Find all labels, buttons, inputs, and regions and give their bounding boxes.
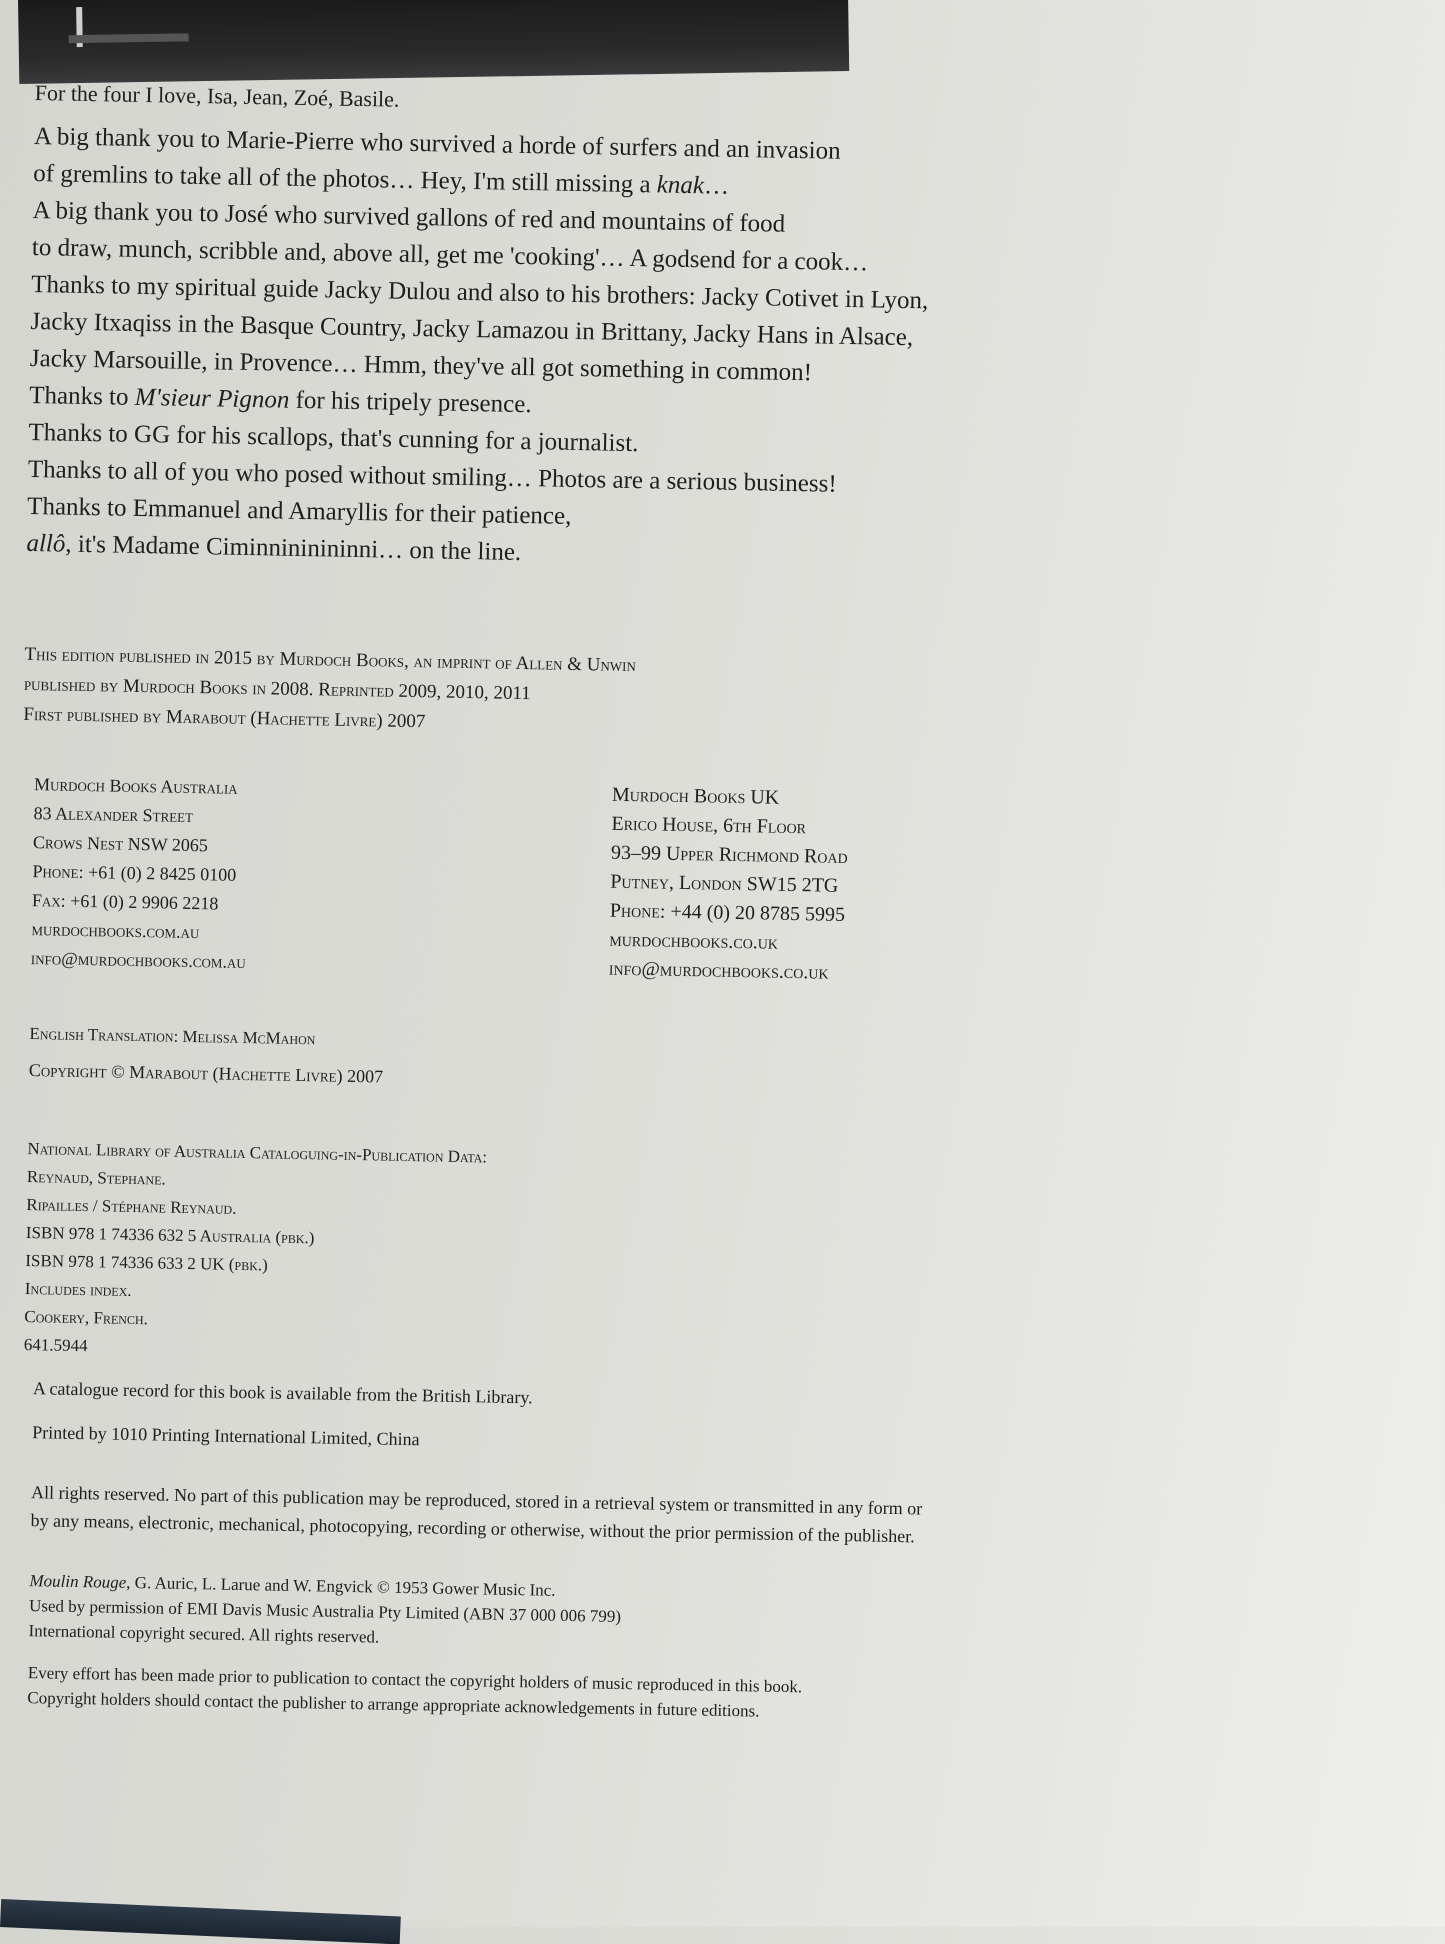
- address-line: Phone: +61 (0) 2 8425 0100: [32, 861, 237, 885]
- copyright-notice: [29, 1060, 384, 1087]
- rights-line: All rights reserved. No part of this publication may be reproduced, stored in a retrieval system or transmitted in any form or: [30, 1482, 923, 1519]
- bottom-page-edge: [0, 1899, 401, 1944]
- photo-detail: [69, 33, 189, 43]
- cip-line: Cookery, French.: [24, 1307, 149, 1329]
- thanks-line: Jacky Itxaqiss in the Basque Country, Jacky Lamazou in Brittany, Jacky Hans in Alsace,: [30, 307, 914, 352]
- edition-line: First published by Marabout (Hachette Livre) 2007: [23, 703, 426, 733]
- effort-line: Every effort has been made prior to publication to contact the copyright holders of music reproduced in this book.: [27, 1663, 803, 1697]
- thanks-line: of gremlins to take all of the photos… Hey, I'm still missing a knak…: [33, 159, 730, 200]
- thanks-line: Thanks to M'sieur Pignon for his tripely presence.: [28, 381, 532, 419]
- thanks-line: Thanks to Emmanuel and Amaryllis for their patience,: [26, 492, 572, 530]
- copyright-text: Copyright © Marabout (Hachette Livre) 2007: [28, 1060, 384, 1087]
- publisher-address-uk: [609, 781, 849, 988]
- acknowledgements: [26, 118, 931, 578]
- address-line: 93–99 Upper Richmond Road: [610, 841, 848, 869]
- address-line: Erico House, 6th Floor: [611, 812, 807, 839]
- effort-line: Copyright holders should contact the publisher to arrange appropriate acknowledgements in future editions.: [27, 1688, 760, 1721]
- email-link: info@murdochbooks.co.uk: [608, 957, 829, 984]
- music-line: Moulin Rouge, G. Auric, L. Larue and W. Engvick © 1953 Gower Music Inc.: [29, 1571, 556, 1600]
- cip-line: ISBN 978 1 74336 633 2 UK (pbk.): [25, 1251, 268, 1275]
- translation-credit: [29, 1020, 315, 1053]
- address-line: Murdoch Books UK: [611, 783, 780, 809]
- thanks-line: A big thank you to Marie-Pierre who survived a horde of surfers and an invasion: [33, 122, 841, 165]
- website-link: murdochbooks.com.au: [31, 919, 200, 943]
- catalogue-record: [33, 1378, 533, 1408]
- publisher-address-australia: [31, 770, 250, 977]
- dedication-text: For the four I love, Isa, Jean, Zoé, Basile.: [34, 80, 400, 112]
- catalogue-text: A catalogue record for this book is available from the British Library.: [32, 1378, 533, 1408]
- book-page: [23, 80, 1315, 1721]
- thanks-line: allô, it's Madame Ciminnininininni… on the line.: [26, 529, 522, 566]
- thanks-line: Thanks to GG for his scallops, that's cunning for a journalist.: [28, 418, 639, 458]
- cip-line: Ripailles / Stéphane Reynaud.: [26, 1195, 237, 1218]
- thanks-line: A big thank you to José who survived gallons of red and mountains of food: [32, 196, 786, 238]
- rights-line: by any means, electronic, mechanical, photocopying, recording or otherwise, without the prior permission of the publisher.: [30, 1510, 915, 1547]
- music-line: International copyright secured. All rights reserved.: [28, 1621, 380, 1647]
- rights-statement: [30, 1478, 922, 1550]
- dedication: [35, 80, 400, 113]
- thanks-line: Jacky Marsouille, in Provence… Hmm, they've all got something in common!: [29, 344, 813, 387]
- printer-credit: [32, 1422, 420, 1450]
- website-link: murdochbooks.co.uk: [609, 928, 779, 954]
- translation-text: English Translation: Melissa McMahon: [29, 1024, 316, 1049]
- thanks-line: Thanks to my spiritual guide Jacky Dulou and also to his brothers: Jacky Cotivet in Lyon,: [31, 270, 929, 315]
- thanks-line: to draw, munch, scribble and, above all, get me 'cooking'… A godsend for a cook…: [31, 233, 869, 277]
- address-line: Murdoch Books Australia: [33, 774, 238, 798]
- edition-line: This edition published in 2015 by Murdoch Books, an imprint of Allen & Unwin: [24, 643, 637, 677]
- top-photo-edge: [18, 0, 849, 84]
- address-line: Phone: +44 (0) 20 8785 5995: [609, 899, 846, 926]
- cip-line: Includes index.: [24, 1279, 132, 1300]
- cataloguing-data: [24, 1135, 488, 1367]
- copyright-holders-note: [27, 1660, 802, 1724]
- edition-history: [23, 640, 636, 741]
- thanks-line: Thanks to all of you who posed without smiling… Photos are a serious business!: [27, 455, 837, 498]
- cip-line: National Library of Australia Cataloguing-in-Publication Data:: [27, 1139, 488, 1167]
- address-line: Putney, London SW15 2TG: [610, 870, 839, 897]
- song-title: Moulin Rouge: [29, 1571, 127, 1592]
- printed-text: Printed by 1010 Printing International Limited, China: [32, 1422, 420, 1450]
- email-link: info@murdochbooks.com.au: [30, 948, 246, 973]
- address-line: Crows Nest NSW 2065: [32, 832, 209, 856]
- address-line: Fax: +61 (0) 2 9906 2218: [31, 890, 219, 914]
- edition-line: published by Murdoch Books in 2008. Reprinted 2009, 2010, 2011: [23, 673, 531, 705]
- music-permission: [28, 1568, 621, 1654]
- cip-line: ISBN 978 1 74336 632 5 Australia (pbk.): [25, 1223, 315, 1248]
- cip-line: 641.5944: [23, 1335, 88, 1356]
- music-line: Used by permission of EMI Davis Music Australia Pty Limited (ABN 37 000 006 799): [28, 1596, 622, 1626]
- cip-line: Reynaud, Stephane.: [26, 1167, 166, 1189]
- address-line: 83 Alexander Street: [33, 803, 194, 827]
